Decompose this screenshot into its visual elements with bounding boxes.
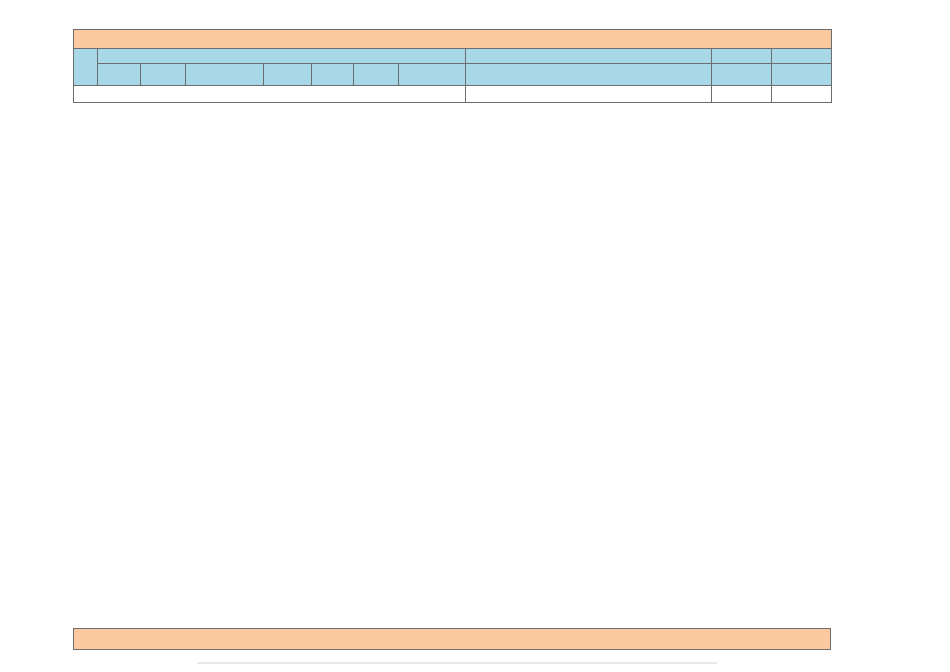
footer-blank — [74, 86, 466, 103]
col-dept1 — [141, 64, 186, 86]
col-seq — [74, 49, 98, 86]
footer-potential-avg — [772, 86, 832, 103]
col-ability-full — [712, 64, 772, 86]
col-dept2 — [186, 64, 264, 86]
section-title-ninebox — [73, 628, 831, 650]
group-potential — [772, 49, 832, 64]
divider — [197, 662, 717, 664]
assessment-table — [73, 29, 832, 103]
col-potential-full — [772, 64, 832, 86]
col-position — [264, 64, 312, 86]
footer-label — [466, 86, 712, 103]
footer-ability-avg — [712, 86, 772, 103]
group-ability — [712, 49, 772, 64]
group-performance — [466, 49, 712, 64]
col-level — [312, 64, 354, 86]
group-personal — [98, 49, 466, 64]
col-name — [98, 64, 141, 86]
section-title-performance — [74, 30, 832, 49]
col-join-date — [354, 64, 399, 86]
col-key-analysis — [466, 64, 712, 86]
col-avg-score — [399, 64, 466, 86]
